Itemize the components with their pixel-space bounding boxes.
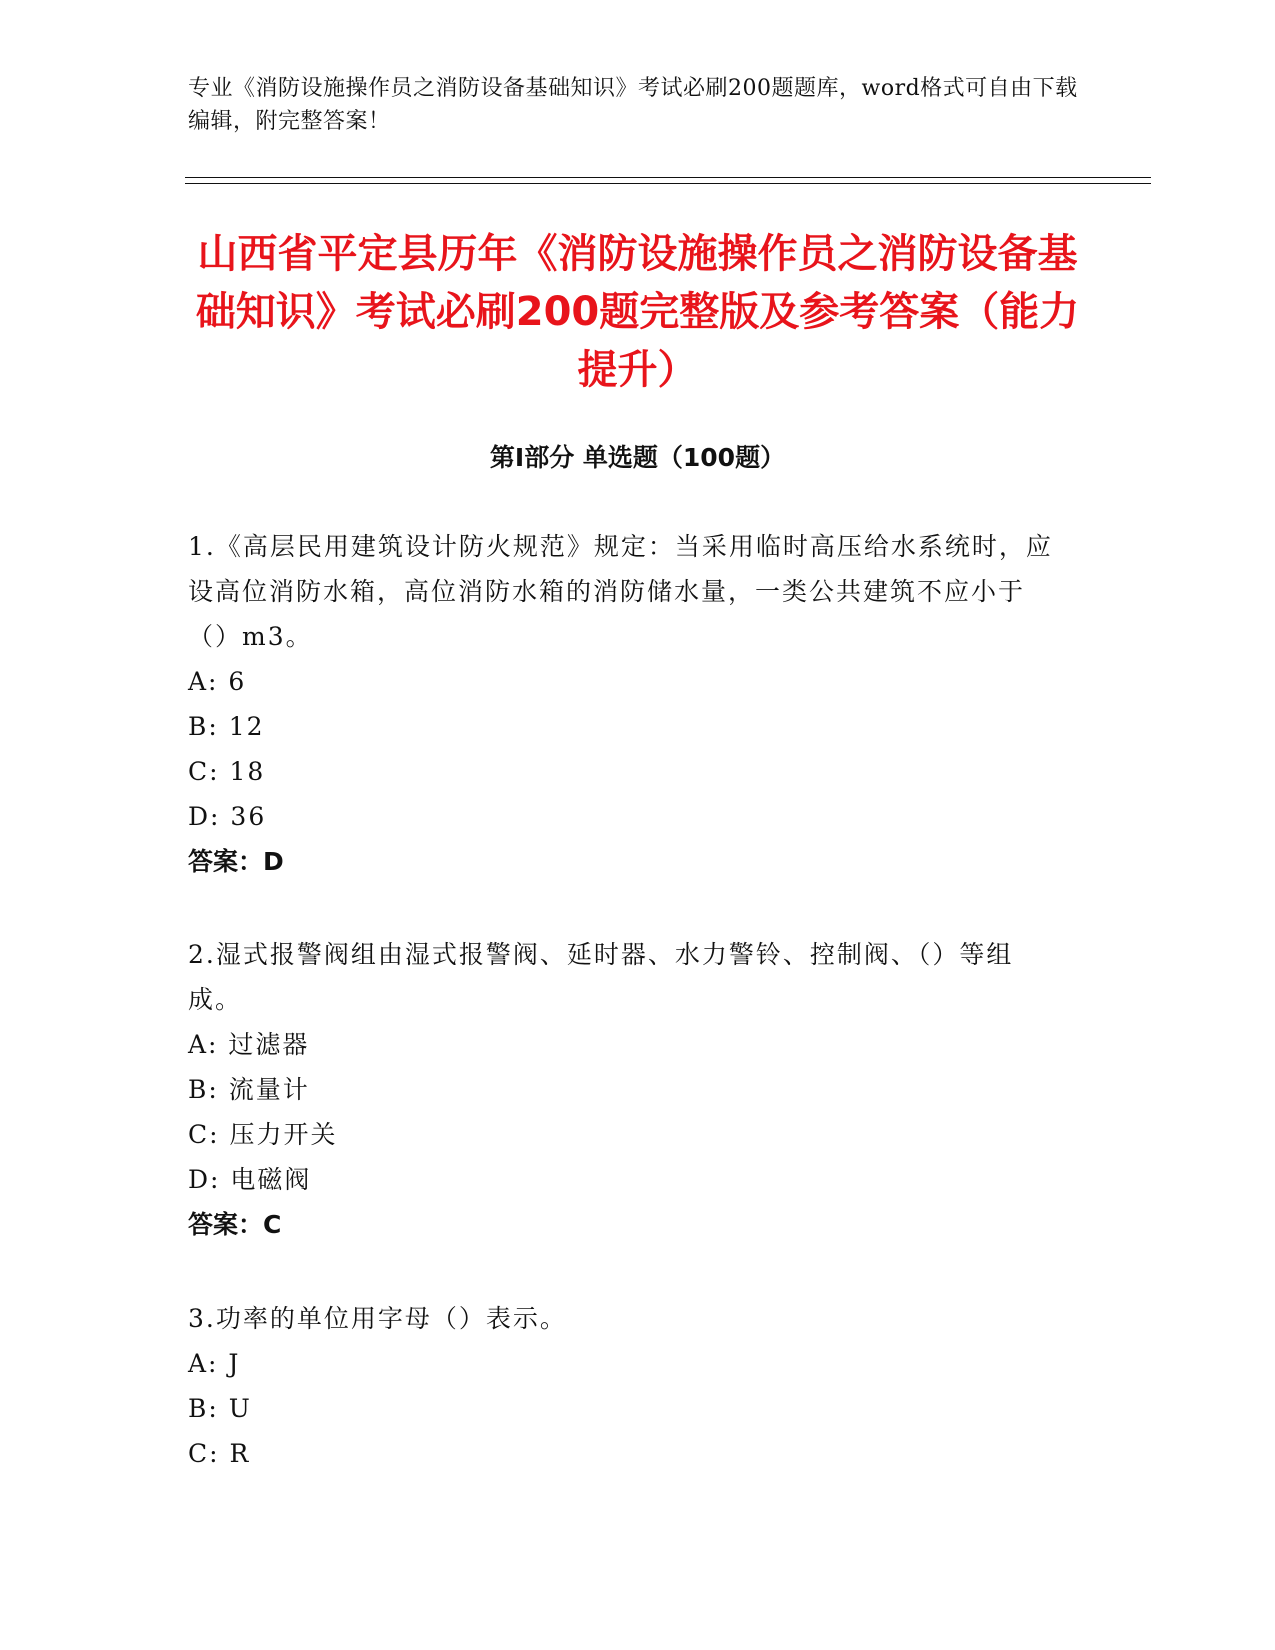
document-title: 山西省平定县历年《消防设施操作员之消防设备基础知识》考试必刷200题完整版及参考答案（能力提升） bbox=[195, 231, 1080, 393]
option-b: B: 流量计 bbox=[188, 1075, 310, 1104]
option-c: C: 压力开关 bbox=[188, 1120, 338, 1149]
option-a: A: J bbox=[188, 1349, 241, 1378]
option-a: A: 6 bbox=[188, 667, 247, 696]
question-2 bbox=[188, 932, 1058, 1247]
header-rule bbox=[185, 177, 1151, 178]
header-rule bbox=[185, 183, 1151, 184]
question-stem: 1.《高层民用建筑设计防火规范》规定：当采用临时高压给水系统时，应设高位消防水箱，高位消防水箱的消防储水量，一类公共建筑不应小于（）m3。 bbox=[188, 532, 1053, 651]
answer: 答案：C bbox=[188, 1210, 282, 1239]
answer: 答案：D bbox=[188, 847, 284, 876]
option-c: C: 18 bbox=[188, 757, 266, 786]
question-1 bbox=[188, 524, 1058, 884]
option-b: B: U bbox=[188, 1394, 252, 1423]
option-d: D: 电磁阀 bbox=[188, 1165, 312, 1194]
option-b: B: 12 bbox=[188, 712, 265, 741]
document-intro: 专业《消防设施操作员之消防设备基础知识》考试必刷200题题库，word格式可自由下载编辑，附完整答案！ bbox=[188, 76, 1078, 134]
option-d: D: 36 bbox=[188, 802, 267, 831]
option-a: A: 过滤器 bbox=[188, 1030, 310, 1059]
question-3 bbox=[188, 1296, 1058, 1476]
section-heading: 第Ⅰ部分 单选题（100题） bbox=[489, 443, 786, 472]
option-c: C: R bbox=[188, 1439, 251, 1468]
question-stem: 3.功率的单位用字母（）表示。 bbox=[188, 1304, 567, 1333]
question-stem: 2.湿式报警阀组由湿式报警阀、延时器、水力警铃、控制阀、（）等组成。 bbox=[188, 940, 1014, 1014]
